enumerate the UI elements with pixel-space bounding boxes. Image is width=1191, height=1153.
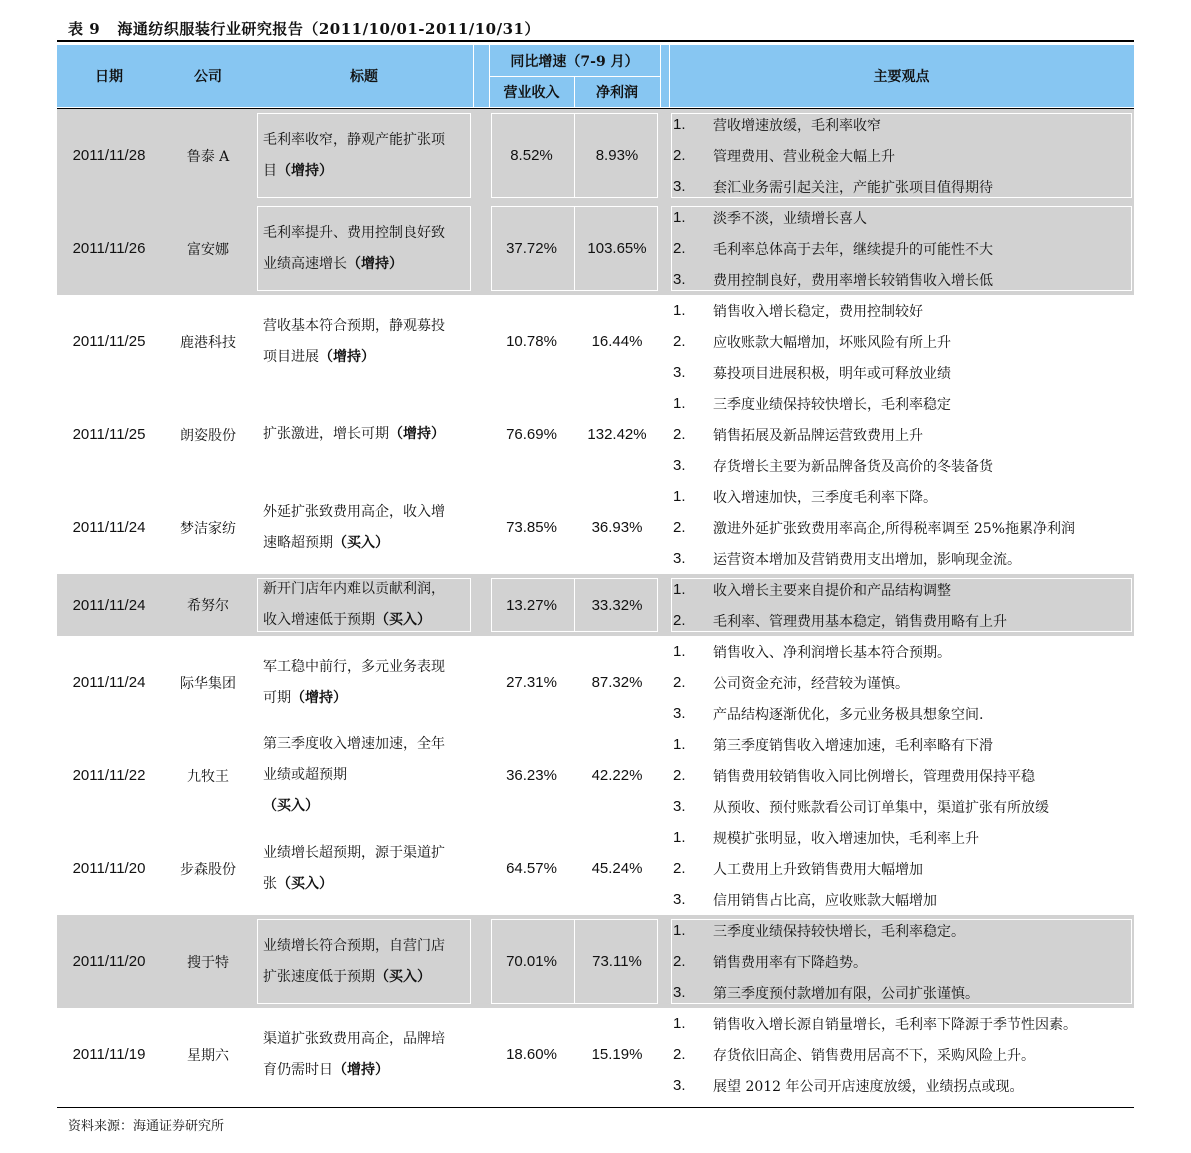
header-date: 日期	[95, 69, 123, 85]
view-number: 1.	[673, 395, 686, 412]
view-text: 销售费用率有下降趋势。	[713, 954, 867, 971]
row-headline	[255, 202, 473, 295]
row-headline-text	[263, 1024, 445, 1086]
view-number: 2.	[673, 333, 686, 350]
table-row	[57, 636, 1134, 729]
view-item	[669, 636, 1134, 667]
row-date: 2011/11/20	[72, 953, 146, 970]
row-headline-text	[263, 652, 445, 714]
row-profit-growth: 8.93%	[595, 147, 639, 164]
row-profit-growth: 73.11%	[592, 953, 642, 970]
view-item	[669, 357, 1134, 388]
header-divider	[473, 45, 474, 107]
row-rating: （买入）	[333, 534, 389, 551]
view-item	[669, 884, 1134, 915]
view-number: 1.	[673, 643, 686, 660]
table-row	[57, 1008, 1134, 1101]
row-headline-line: 军工稳中前行，多元业务表现	[263, 658, 445, 675]
row-rating: （增持）	[277, 162, 333, 179]
view-text: 第三季度预付款增加有限，公司扩张谨慎。	[713, 985, 979, 1002]
view-text: 从预收、预付账款看公司订单集中，渠道扩张有所放缓	[713, 799, 1049, 816]
row-company: 朗姿股份	[180, 427, 236, 444]
view-text: 营收增速放缓，毛利率收窄	[713, 117, 881, 134]
header-views: 主要观点	[873, 69, 930, 85]
view-item	[669, 1008, 1134, 1039]
view-item	[669, 171, 1134, 202]
row-date: 2011/11/25	[72, 333, 146, 350]
view-number: 3.	[673, 984, 686, 1001]
row-headline-line: 业绩或超预期	[263, 767, 347, 783]
row-headline-line: 毛利率提升、费用控制良好致	[263, 224, 445, 241]
header-company: 公司	[194, 69, 222, 85]
view-item	[669, 946, 1134, 977]
table-row	[57, 915, 1134, 1008]
row-headline-line: 渠道扩张致费用高企，品牌培	[263, 1030, 445, 1047]
view-text: 费用控制良好，费用率增长较销售收入增长低	[713, 272, 993, 289]
view-item	[669, 481, 1134, 512]
row-headline	[255, 109, 473, 202]
row-rating: （增持）	[333, 1061, 389, 1078]
row-profit-growth: 16.44%	[591, 333, 643, 350]
view-item	[669, 1070, 1134, 1101]
row-rating: （增持）	[319, 348, 375, 365]
row-headline-text	[263, 574, 445, 636]
view-text: 产品结构逐渐优化，多元业务极具想象空间.	[713, 706, 984, 723]
view-text: 规模扩张明显，收入增速加快，毛利率上升	[713, 830, 979, 847]
row-profit-growth: 42.22%	[591, 767, 643, 784]
view-item	[669, 760, 1134, 791]
view-number: 2.	[673, 953, 686, 970]
view-item	[669, 326, 1134, 357]
view-number: 2.	[673, 612, 686, 629]
row-profit-growth: 132.42%	[587, 426, 647, 443]
cell-border	[574, 919, 575, 1004]
top-rule	[57, 40, 1134, 42]
source-note: 资料来源：海通证券研究所	[68, 1119, 225, 1134]
row-views	[669, 636, 1134, 729]
row-company: 步森股份	[180, 861, 236, 878]
row-rating: （增持）	[291, 689, 347, 706]
view-text: 销售收入、净利润增长基本符合预期。	[713, 644, 951, 661]
view-number: 3.	[673, 705, 686, 722]
view-number: 3.	[673, 798, 686, 815]
row-rating: （买入）	[375, 968, 431, 985]
view-item	[669, 853, 1134, 884]
view-text: 存货增长主要为新品牌备货及高价的冬装备货	[713, 458, 993, 475]
view-number: 3.	[673, 364, 686, 381]
view-text: 运营资本增加及营销费用支出增加，影响现金流。	[713, 551, 1021, 568]
view-number: 1.	[673, 116, 686, 133]
row-headline	[255, 295, 473, 388]
view-item	[669, 574, 1134, 605]
view-item	[669, 140, 1134, 171]
row-headline-line: 项目进展	[263, 348, 319, 365]
row-rating: （增持）	[347, 255, 403, 272]
table-title-text: 海通纺织服装行业研究报告（2011/10/01-2011/10/31）	[117, 20, 540, 38]
row-headline	[255, 1008, 473, 1101]
row-profit-growth: 15.19%	[591, 1046, 643, 1063]
view-number: 1.	[673, 922, 686, 939]
row-rating: （买入）	[263, 798, 319, 814]
bottom-rule	[57, 1107, 1134, 1108]
row-headline-text	[263, 419, 445, 450]
row-date: 2011/11/25	[72, 426, 146, 443]
table-row	[57, 481, 1134, 574]
row-company: 梦洁家纺	[180, 520, 236, 537]
row-headline-line: 业绩增长符合预期，自营门店	[263, 937, 445, 954]
row-date: 2011/11/22	[72, 767, 146, 784]
row-date: 2011/11/28	[72, 147, 146, 164]
view-item	[669, 512, 1134, 543]
row-company: 际华集团	[180, 675, 236, 692]
view-text: 毛利率总体高于去年，继续提升的可能性不大	[713, 241, 993, 258]
view-number: 2.	[673, 147, 686, 164]
row-profit-growth: 45.24%	[591, 860, 643, 877]
view-text: 销售收入增长稳定，费用控制较好	[713, 303, 923, 320]
row-revenue-growth: 76.69%	[506, 426, 557, 443]
row-company: 鹿港科技	[180, 334, 236, 351]
table-row	[57, 822, 1134, 915]
row-revenue-growth: 70.01%	[506, 953, 557, 970]
view-text: 销售拓展及新品牌运营致费用上升	[713, 427, 923, 444]
row-views	[669, 388, 1134, 481]
row-revenue-growth: 18.60%	[506, 1046, 557, 1063]
view-number: 2.	[673, 860, 686, 877]
row-rating: （买入）	[375, 612, 431, 628]
row-headline-line: 新开门店年内难以贡献利润，	[263, 581, 445, 597]
cell-border	[574, 113, 575, 198]
table-row	[57, 574, 1134, 636]
row-profit-growth: 87.32%	[591, 674, 643, 691]
row-headline-line: 收入增速低于预期	[263, 612, 375, 628]
view-number: 2.	[673, 1046, 686, 1063]
view-item	[669, 202, 1134, 233]
row-headline-line: 扩张速度低于预期	[263, 968, 375, 985]
view-number: 2.	[673, 519, 686, 536]
table-label: 表 9	[68, 20, 101, 38]
row-views	[669, 109, 1134, 202]
view-number: 3.	[673, 1077, 686, 1094]
row-headline-line: 扩张激进，增长可期	[263, 426, 389, 442]
row-headline	[255, 388, 473, 481]
view-number: 2.	[673, 240, 686, 257]
view-text: 存货依旧高企、销售费用居高不下，采购风险上升。	[713, 1047, 1035, 1064]
view-text: 淡季不淡，业绩增长喜人	[713, 210, 867, 227]
row-headline-text	[263, 729, 445, 822]
row-headline-line: 可期	[263, 689, 291, 706]
row-headline-line: 外延扩张致费用高企，收入增	[263, 503, 445, 520]
view-text: 信用销售占比高，应收账款大幅增加	[713, 892, 937, 909]
row-views	[669, 729, 1134, 822]
view-text: 收入增长主要来自提价和产品结构调整	[713, 582, 951, 599]
row-revenue-growth: 10.78%	[506, 333, 557, 350]
view-number: 1.	[673, 209, 686, 226]
row-revenue-growth: 8.52%	[510, 147, 553, 164]
row-headline-line: 第三季度收入增速加速，全年	[263, 736, 445, 752]
view-item	[669, 543, 1134, 574]
row-revenue-growth: 37.72%	[506, 240, 557, 257]
view-text: 应收账款大幅增加，坏账风险有所上升	[713, 334, 951, 351]
view-number: 1.	[673, 302, 686, 319]
view-item	[669, 977, 1134, 1008]
row-company: 星期六	[187, 1047, 229, 1064]
row-views	[669, 574, 1134, 636]
table-row	[57, 109, 1134, 202]
row-headline	[255, 915, 473, 1008]
view-text: 募投项目进展积极，明年或可释放业绩	[713, 365, 951, 382]
cell-border	[574, 578, 575, 632]
table-row	[57, 202, 1134, 295]
view-item	[669, 729, 1134, 760]
view-number: 2.	[673, 426, 686, 443]
row-revenue-growth: 64.57%	[506, 860, 557, 877]
row-profit-growth: 103.65%	[587, 240, 647, 257]
row-headline-text	[263, 218, 445, 280]
view-number: 1.	[673, 581, 686, 598]
row-date: 2011/11/24	[72, 596, 146, 614]
view-text: 毛利率、管理费用基本稳定，销售费用略有上升	[713, 613, 1007, 630]
row-company: 富安娜	[187, 241, 229, 258]
row-views	[669, 481, 1134, 574]
row-company: 鲁泰 A	[186, 148, 230, 165]
view-item	[669, 667, 1134, 698]
header-headline: 标题	[350, 69, 378, 85]
row-date: 2011/11/20	[72, 860, 146, 877]
view-item	[669, 388, 1134, 419]
table-row	[57, 388, 1134, 481]
header-profit: 净利润	[596, 84, 638, 101]
row-views	[669, 915, 1134, 1008]
view-text: 销售收入增长源自销量增长，毛利率下降源于季节性因素。	[713, 1016, 1077, 1033]
view-number: 1.	[673, 736, 686, 753]
row-headline-line: 目	[263, 162, 277, 179]
view-item	[669, 698, 1134, 729]
table-title	[68, 18, 540, 39]
view-number: 2.	[673, 767, 686, 784]
row-headline-text	[263, 311, 445, 373]
view-number: 3.	[673, 178, 686, 195]
row-headline-text	[263, 838, 445, 900]
view-text: 公司资金充沛，经营较为谨慎。	[713, 675, 909, 692]
view-text: 人工费用上升致销售费用大幅增加	[713, 861, 923, 878]
row-date: 2011/11/26	[72, 240, 146, 257]
header-divider	[489, 76, 660, 77]
view-text: 销售费用较销售收入同比例增长，管理费用保持平稳	[713, 768, 1035, 785]
view-item	[669, 915, 1134, 946]
row-revenue-growth: 36.23%	[506, 767, 557, 784]
row-company: 搜于特	[187, 954, 229, 971]
view-item	[669, 605, 1134, 636]
row-profit-growth: 36.93%	[591, 519, 643, 536]
row-profit-growth: 33.32%	[591, 596, 643, 614]
view-number: 2.	[673, 674, 686, 691]
view-text: 激进外延扩张致费用率高企,所得税率调至 25%拖累净利润	[713, 520, 1076, 537]
header-revenue: 营业收入	[503, 84, 560, 101]
row-rating: （买入）	[277, 875, 333, 892]
view-item	[669, 295, 1134, 326]
view-item	[669, 419, 1134, 450]
view-item	[669, 791, 1134, 822]
view-text: 三季度业绩保持较快增长，毛利率稳定	[713, 396, 951, 413]
row-revenue-growth: 13.27%	[506, 596, 557, 614]
row-views	[669, 202, 1134, 295]
view-text: 管理费用、营业税金大幅上升	[713, 148, 895, 165]
row-headline-line: 育仍需时日	[263, 1061, 333, 1078]
view-number: 1.	[673, 1015, 686, 1032]
row-views	[669, 822, 1134, 915]
row-company: 九牧王	[187, 768, 229, 785]
view-item	[669, 1039, 1134, 1070]
view-item	[669, 264, 1134, 295]
view-item	[669, 822, 1134, 853]
row-headline-text	[263, 931, 445, 993]
view-item	[669, 233, 1134, 264]
view-number: 3.	[673, 891, 686, 908]
row-headline-text	[263, 125, 445, 187]
row-revenue-growth: 73.85%	[506, 519, 557, 536]
view-item	[669, 450, 1134, 481]
row-headline	[255, 481, 473, 574]
row-date: 2011/11/24	[72, 674, 146, 691]
row-date: 2011/11/19	[72, 1046, 146, 1063]
row-headline-line: 业绩高速增长	[263, 255, 347, 272]
table-row	[57, 729, 1134, 822]
row-views	[669, 1008, 1134, 1101]
table-header	[57, 45, 1134, 107]
header-divider	[574, 76, 575, 107]
table-row	[57, 295, 1134, 388]
view-number: 3.	[673, 271, 686, 288]
view-text: 三季度业绩保持较快增长，毛利率稳定。	[713, 923, 965, 940]
row-headline-line: 张	[263, 875, 277, 892]
view-text: 收入增速加快，三季度毛利率下降。	[713, 489, 937, 506]
view-text: 展望 2012 年公司开店速度放缓，业绩拐点或现。	[713, 1078, 1024, 1095]
header-growth-group: 同比增速（7-9 月）	[510, 53, 639, 70]
row-revenue-growth: 27.31%	[506, 674, 557, 691]
view-number: 1.	[673, 829, 686, 846]
row-headline	[255, 574, 473, 636]
view-text: 套汇业务需引起关注，产能扩张项目值得期待	[713, 179, 993, 196]
row-rating: （增持）	[389, 426, 445, 442]
header-divider	[669, 45, 670, 107]
row-headline	[255, 822, 473, 915]
view-number: 3.	[673, 457, 686, 474]
row-views	[669, 295, 1134, 388]
row-date: 2011/11/24	[72, 519, 146, 536]
row-headline-line: 营收基本符合预期，静观募投	[263, 317, 445, 334]
row-headline-text	[263, 497, 445, 559]
row-company: 希努尔	[187, 598, 229, 614]
view-item	[669, 109, 1134, 140]
row-headline-line: 业绩增长超预期，源于渠道扩	[263, 844, 445, 861]
row-headline	[255, 729, 473, 822]
row-headline	[255, 636, 473, 729]
row-headline-line: 毛利率收窄，静观产能扩张项	[263, 131, 445, 148]
view-number: 1.	[673, 488, 686, 505]
row-headline-line: 速略超预期	[263, 534, 333, 551]
view-number: 3.	[673, 550, 686, 567]
cell-border	[574, 206, 575, 291]
view-text: 第三季度销售收入增速加速，毛利率略有下滑	[713, 737, 993, 754]
header-divider	[660, 45, 661, 107]
